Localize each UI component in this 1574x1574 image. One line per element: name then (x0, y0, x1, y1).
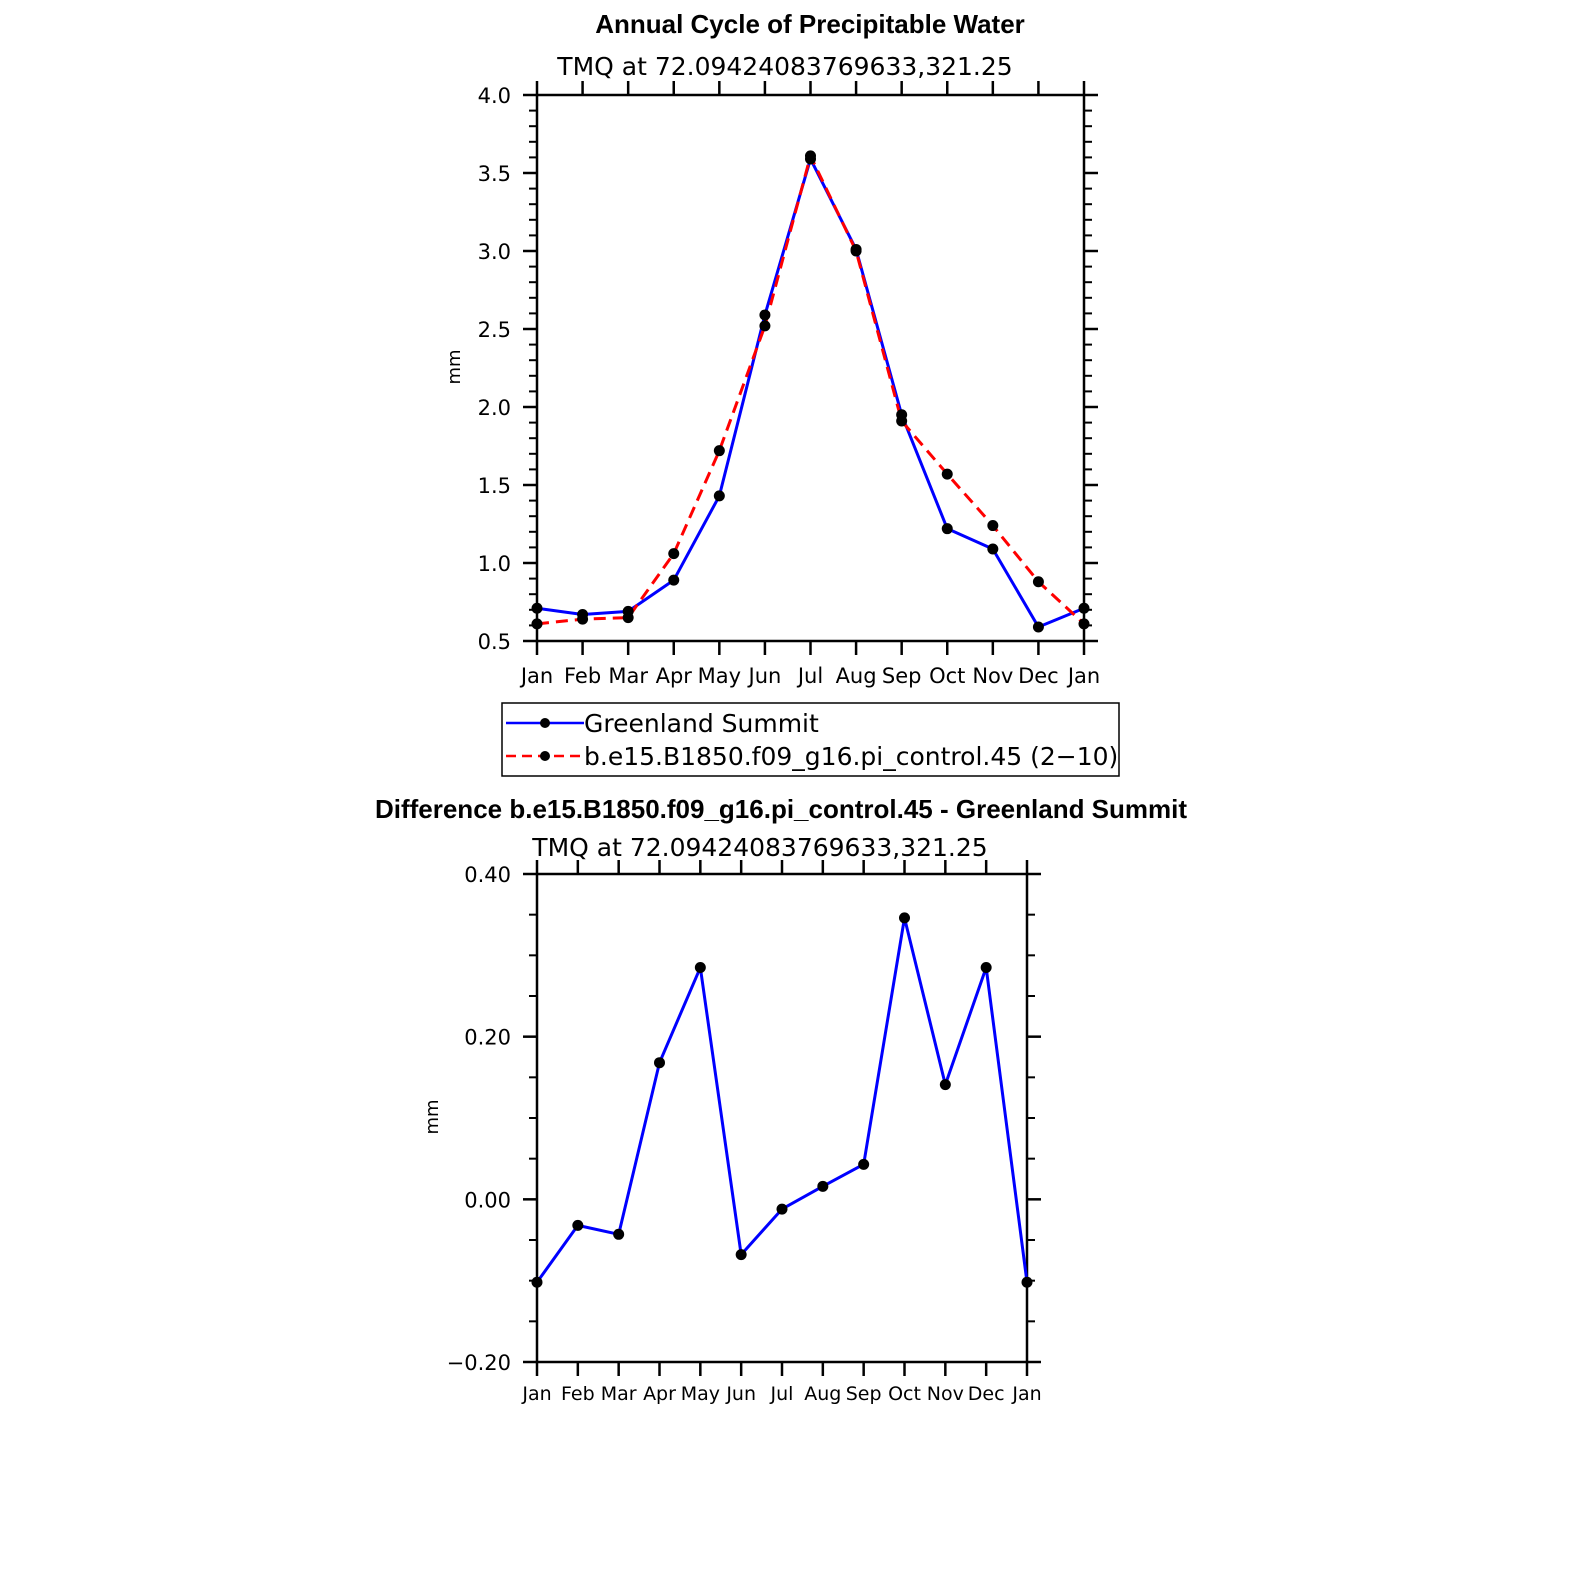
series-line-1 (537, 918, 1027, 1282)
x-tick-label: Jan (520, 664, 554, 688)
data-point-series-1 (1079, 603, 1090, 614)
y-tick-label: 0.40 (464, 863, 511, 887)
data-point-series-2 (942, 469, 953, 480)
data-point-series-2 (896, 416, 907, 427)
x-tick-label: Jul (770, 1383, 794, 1405)
x-tick-label: Nov (972, 664, 1014, 688)
x-tick-label: Apr (643, 1383, 676, 1405)
plot-frame (537, 95, 1084, 641)
data-point-series-1 (654, 1057, 665, 1068)
data-point-series-1 (942, 523, 953, 534)
data-point-series-2 (577, 614, 588, 625)
data-point-series-2 (1033, 576, 1044, 587)
y-tick-label: 2.0 (477, 396, 511, 420)
legend-label-series-2: b.e15.B1850.f09_g16.pi_control.45 (2−10) (584, 742, 1119, 771)
x-tick-label: Jun (726, 1383, 757, 1405)
x-tick-label: May (680, 1383, 720, 1405)
x-tick-label: Aug (835, 664, 877, 688)
x-tick-label: Mar (608, 664, 648, 688)
x-tick-label: Mar (600, 1383, 637, 1405)
chart1-title: Annual Cycle of Precipitable Water (595, 9, 1025, 39)
chart2-y-axis-label: mm (422, 1099, 443, 1135)
y-tick-label: 1.5 (477, 474, 511, 498)
data-point-series-1 (777, 1204, 788, 1215)
data-point-series-1 (858, 1159, 869, 1170)
x-tick-label: Jan (1067, 664, 1101, 688)
y-tick-label: 1.0 (477, 552, 511, 576)
y-tick-label: −0.20 (446, 1351, 511, 1375)
data-point-series-1 (613, 1229, 624, 1240)
data-point-series-2 (851, 246, 862, 257)
x-tick-label: Jun (748, 664, 782, 688)
x-tick-label: Dec (1018, 664, 1059, 688)
x-tick-label: Oct (929, 664, 966, 688)
data-point-series-1 (668, 575, 679, 586)
data-point-series-2 (668, 548, 679, 559)
x-tick-label: Nov (926, 1383, 964, 1405)
y-tick-label: 3.0 (477, 240, 511, 264)
data-point-series-1 (695, 962, 706, 973)
data-point-series-2 (805, 150, 816, 161)
legend-label-series-1: Greenland Summit (584, 709, 819, 738)
data-point-series-2 (623, 612, 634, 623)
x-tick-label: Feb (563, 664, 602, 688)
chart2-title: Difference b.e15.B1850.f09_g16.pi_control.45 - Greenland Summit (374, 794, 1188, 824)
y-tick-label: 0.5 (477, 630, 511, 654)
data-point-series-1 (532, 603, 543, 614)
chart1-plot (478, 81, 1101, 688)
x-tick-label: Jan (1012, 1383, 1042, 1405)
data-point-series-1 (736, 1249, 747, 1260)
legend-marker-series-1 (540, 718, 550, 728)
chart1-legend (502, 703, 1119, 776)
x-tick-label: Sep (881, 664, 922, 688)
y-tick-label: 0.00 (464, 1188, 511, 1213)
x-tick-label: Jan (522, 1383, 552, 1405)
legend-marker-series-2 (540, 751, 550, 761)
chart1-y-axis-label: mm (444, 349, 465, 385)
data-point-series-1 (759, 309, 770, 320)
data-point-series-1 (817, 1181, 828, 1192)
data-point-series-1 (987, 543, 998, 554)
x-tick-label: Oct (888, 1383, 921, 1405)
x-tick-label: Apr (655, 664, 692, 688)
data-point-series-2 (987, 520, 998, 531)
x-tick-label: Dec (967, 1383, 1005, 1405)
x-tick-label: Aug (804, 1383, 842, 1405)
chart1-subtitle: TMQ at 72.09424083769633,321.25 (557, 52, 1013, 81)
data-point-series-2 (714, 445, 725, 456)
data-point-series-1 (899, 912, 910, 923)
plot-frame (537, 874, 1027, 1362)
x-tick-label: Jul (797, 664, 824, 688)
x-tick-label: May (697, 664, 742, 688)
chart2-subtitle: TMQ at 72.09424083769633,321.25 (532, 833, 988, 862)
data-point-series-1 (532, 1277, 543, 1288)
y-tick-label: 3.5 (477, 162, 511, 186)
data-point-series-1 (1033, 621, 1044, 632)
data-point-series-1 (1022, 1277, 1033, 1288)
series-line-1 (537, 159, 1084, 627)
y-tick-label: 4.0 (477, 84, 511, 108)
chart2-plot (447, 860, 1042, 1405)
data-point-series-1 (940, 1079, 951, 1090)
x-tick-label: Feb (561, 1383, 595, 1405)
data-point-series-1 (981, 962, 992, 973)
y-tick-label: 2.5 (477, 318, 511, 342)
series-line-2 (537, 156, 1084, 624)
y-tick-label: 0.20 (464, 1025, 511, 1050)
data-point-series-1 (572, 1220, 583, 1231)
x-tick-label: Sep (845, 1383, 882, 1405)
data-point-series-1 (714, 490, 725, 501)
data-point-series-2 (1079, 618, 1090, 629)
data-point-series-2 (532, 618, 543, 629)
data-point-series-2 (759, 320, 770, 331)
